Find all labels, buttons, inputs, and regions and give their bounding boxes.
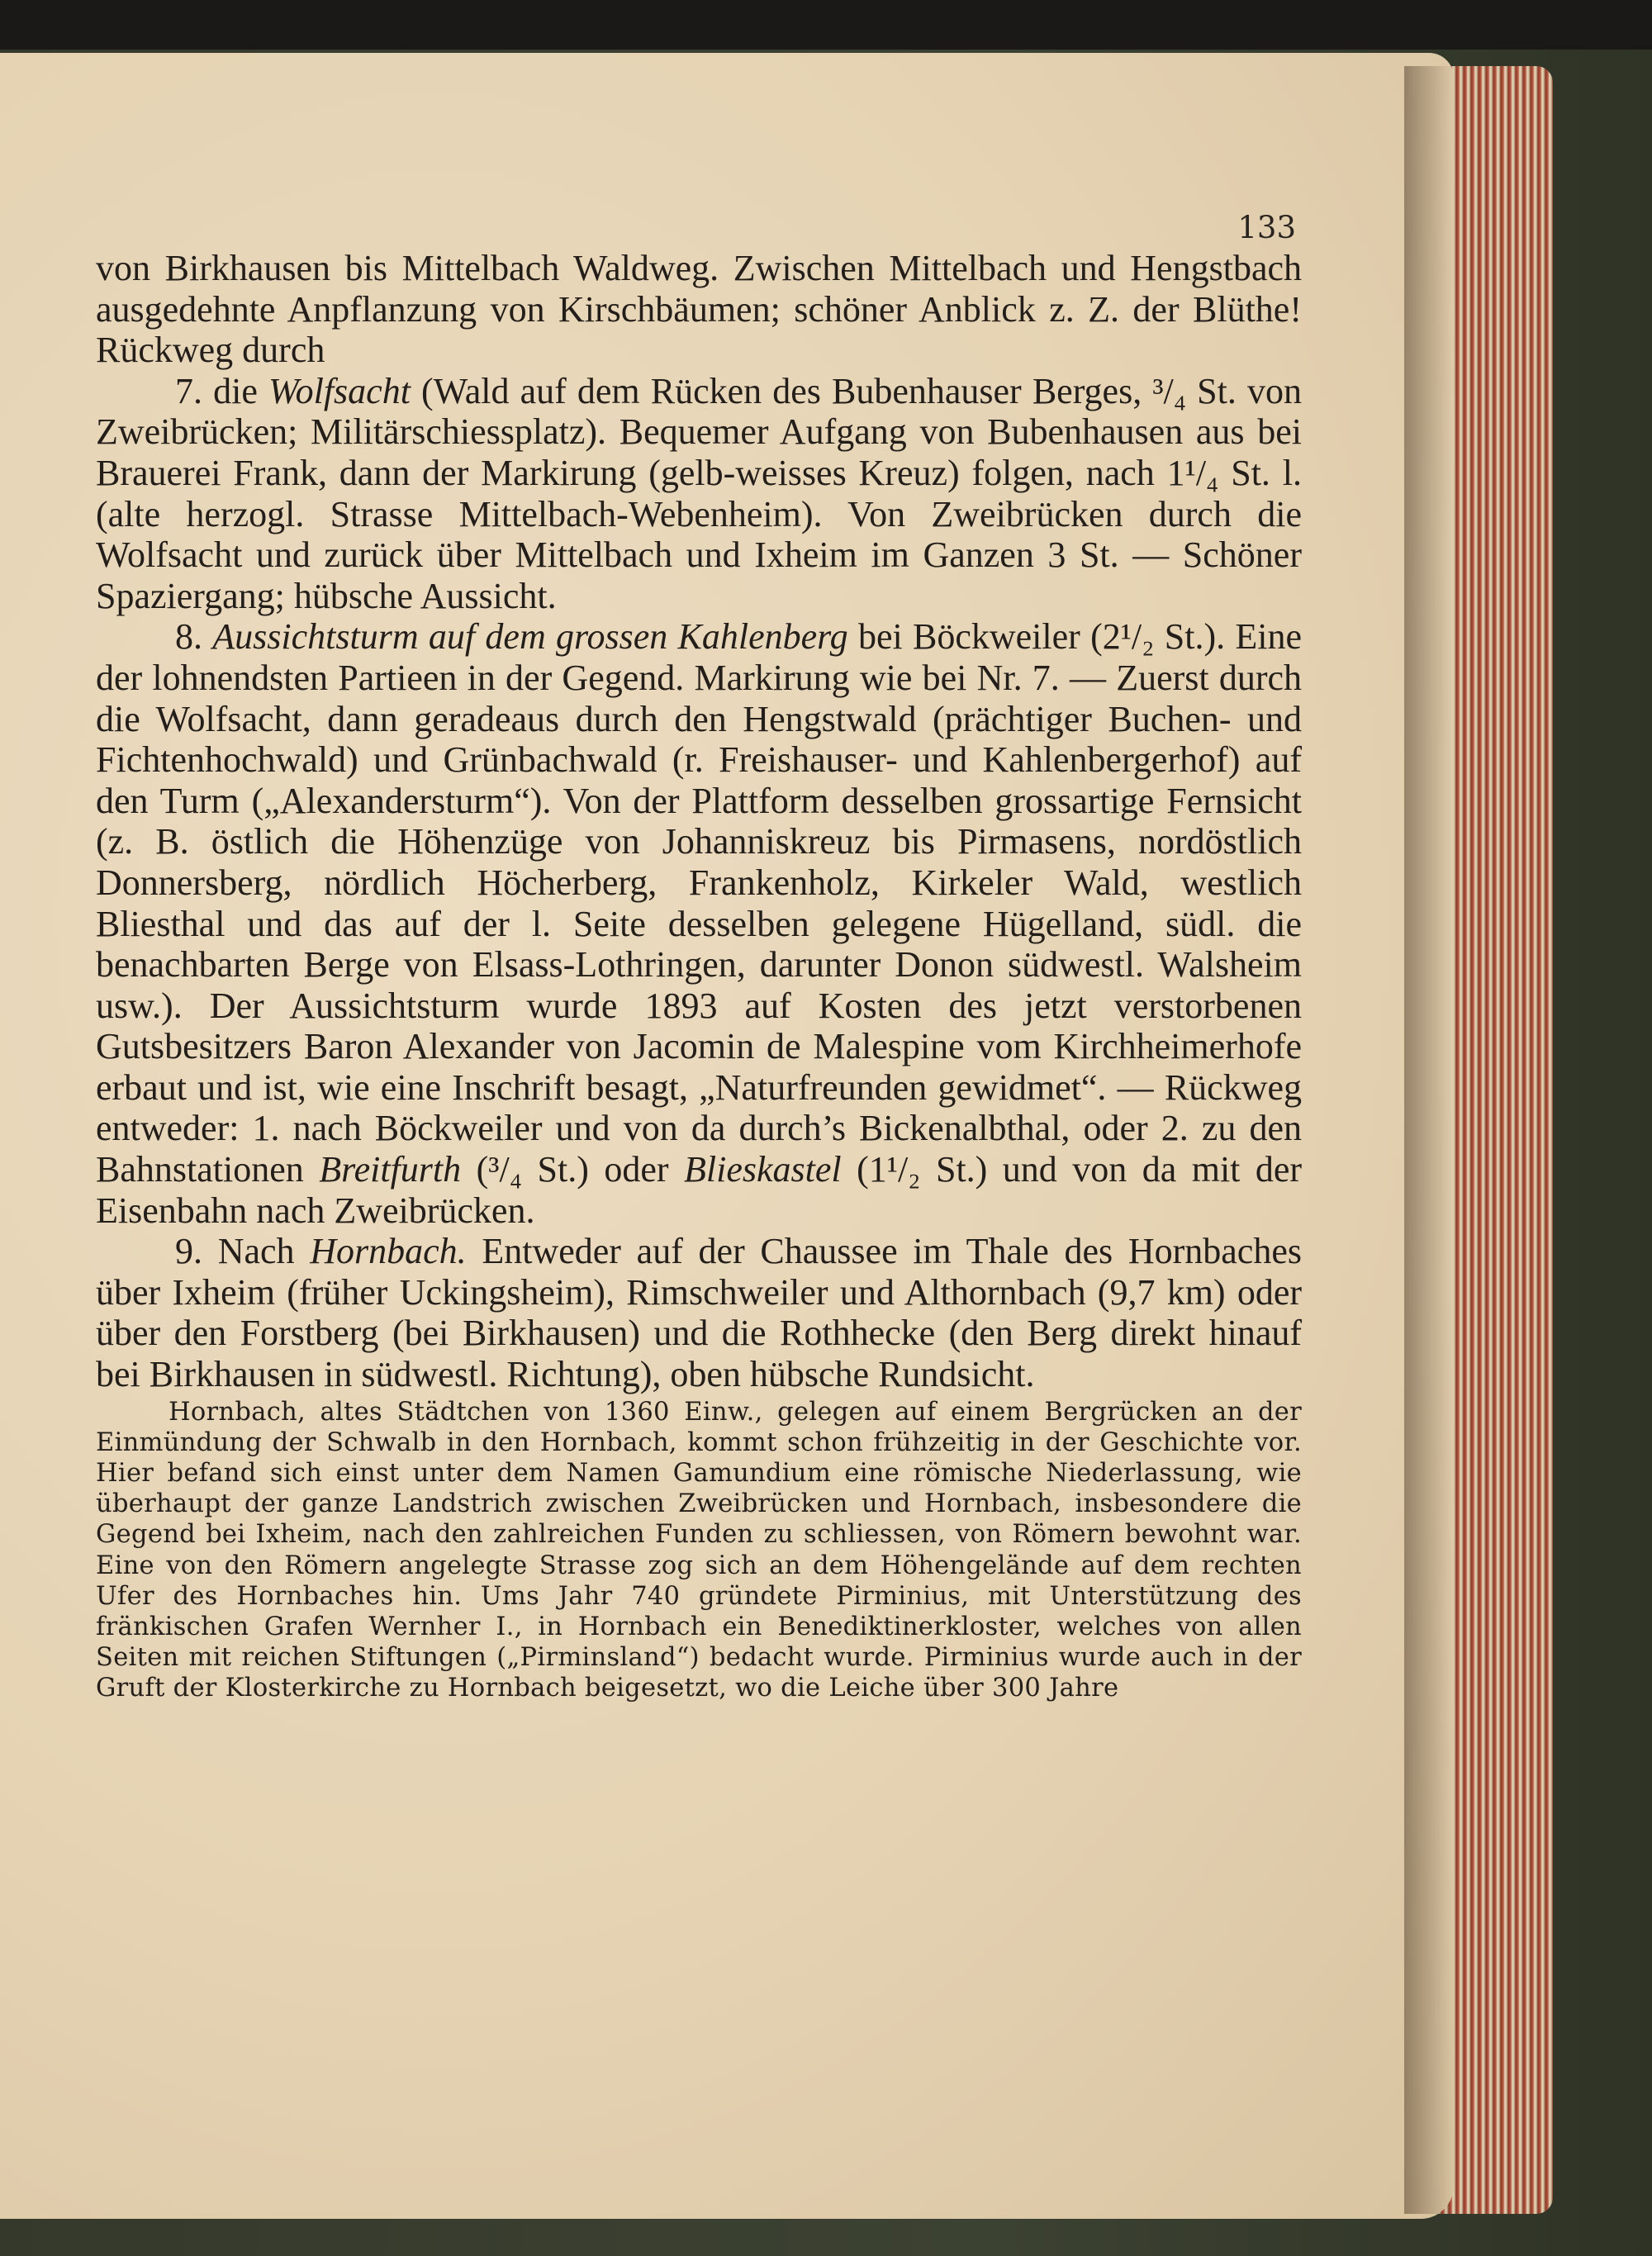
paragraph-title: Aussichtsturm auf dem grossen Kahlenberg [212, 616, 848, 658]
paragraph-aussichtsturm [96, 616, 1302, 1231]
paragraph-number: 8. [175, 616, 202, 658]
paragraph-birkhausen [96, 248, 1302, 371]
paragraph-wolfsacht [96, 371, 1302, 617]
paragraph-text: bei Böckweiler (2¹/₂ St.). Eine der lohnendsten Partieen in der Gegend. Markirung wie bei Nr. 7. — Zuerst durch die Wolfsacht, dann geradeaus durch den Hengstwald (prächtiger Buchen- und Fichtenhochwald) und Grünbachwald (r. Freishauser- und Kahlenbergerhof) auf den Turm („Alexandersturm“). Von der Plattform desselben grossartige Fernsicht (z. B. östlich die Höhenzüge von Johanniskreuz bis Pirmasens, nordöstlich Donnersberg, nördlich Höcherberg, Frankenholz, Kirkeler Wald, westlich Bliesthal und das auf der l. Seite desselben gelegene Hügelland, südl. die benachbarten Berge von Elsass-Lothringen, darunter Donon südwestl. Walsheim usw.). Der Aussichtsturm wurde 1893 auf Kosten des jetzt verstorbenen Gutsbesitzers Baron Alexander von Jacomin de Malespine vom Kirchheimerhofe erbaut und ist, wie eine Inschrift besagt, „Naturfreunden gewidmet“. — Rückweg entweder: 1. nach Böckweiler und von da durch’s Bickenalbthal, oder 2. zu den Bahnstationen [96, 616, 1303, 1190]
main-text [96, 248, 1302, 1395]
paragraph-text: von Birkhausen bis Mittelbach Waldweg. Zwischen Mittelbach und Hengstbach ausgedehnte Anpflanzung von Kirschbäumen; schöner Anblick z. Z. der Blüthe! Rückweg durch [96, 248, 1302, 371]
page-number: 133 [1237, 210, 1296, 245]
paragraph-hornbach [96, 1231, 1302, 1394]
paragraph-title: Hornbach. [310, 1231, 467, 1272]
paragraph-number: 7. die [175, 370, 258, 411]
place-blieskastel: Blieskastel [684, 1149, 842, 1190]
paragraph-number: 9. Nach [175, 1231, 295, 1272]
place-breitfurth: Breitfurth [319, 1149, 462, 1190]
footnote-hornbach: Hornbach, altes Städtchen von 1360 Einw., gelegen auf einem Bergrücken an der Einmündung der Schwalb in den Hornbach, kommt schon frühzeitig in der Geschichte vor. Hier befand sich einst unter dem Namen Gamundium eine römische Niederlassung, wie überhaupt der ganze Landstrich zwischen Zweibrücken und Hornbach, insbesondere die Gegend bei Ixheim, nach den zahlreichen Funden zu schliessen, von Römern bewohnt war. Eine von den Römern angelegte Strasse zog sich an dem Höhengelände auf dem rechten Ufer des Hornbaches hin. Ums Jahr 740 gründete Pirminius, mit Unterstützung des fränkischen Grafen Wernher I., in Hornbach ein Benediktinerkloster, welches von allen Seiten mit reichen Stiftungen („Pirminsland“) bedacht wurde. Pirminius wurde auch in der Gruft der Klosterkirche zu Hornbach beigesetzt, wo die Leiche über 300 Jahre [96, 1397, 1302, 1703]
page-gutter-shadow [1404, 66, 1454, 2214]
page-body [96, 248, 1302, 1704]
paragraph-title: Wolfsacht [268, 370, 411, 411]
paragraph-text-tail: (1¹/₂ St.) und von da mit der Eisenbahn nach Zweibrücken. [96, 1149, 1303, 1231]
paragraph-text: Entweder auf der Chaussee im Thale des Hornbaches über Ixheim (früher Uckingsheim), Rimschweiler und Althornbach (9,7 km) oder über den Forstberg (bei Birkhausen) und die Rothhecke (den Berg direkt hinauf bei Birkhausen in südwestl. Richtung), oben hübsche Rundsicht. [96, 1231, 1302, 1395]
paragraph-text-mid: (³/₄ St.) oder [476, 1149, 669, 1190]
paragraph-text: (Wald auf dem Rücken des Bubenhauser Berges, ³/₄ St. von Zweibrücken; Militärschiessplatz). Bequemer Aufgang von Bubenhausen aus bei Brauerei Frank, dann der Markirung (gelb-weisses Kreuz) folgen, nach 1¹/₄ St. l. (alte herzogl. Strasse Mittelbach-Webenheim). Von Zweibrücken durch die Wolfsacht und zurück über Mittelbach und Ixheim im Ganzen 3 St. — Schöner Spaziergang; hübsche Aussicht. [96, 370, 1302, 616]
